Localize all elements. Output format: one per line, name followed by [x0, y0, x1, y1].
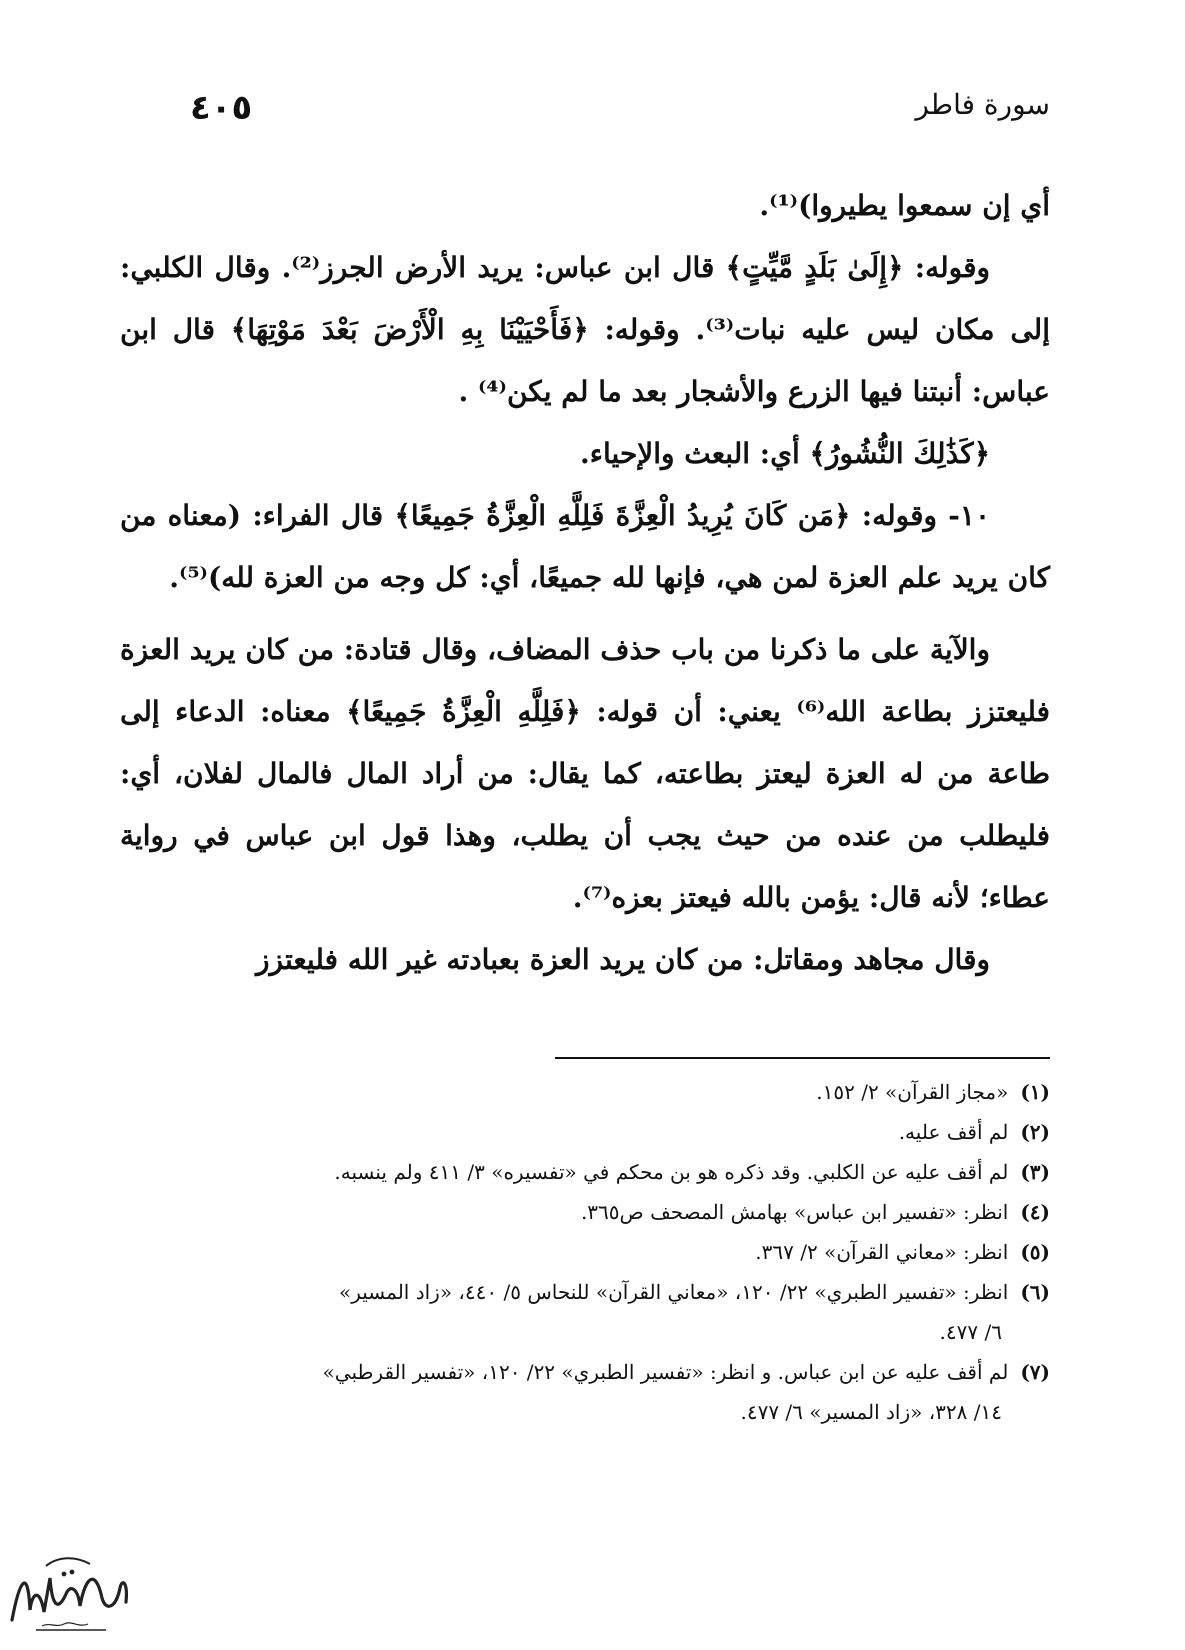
footnote-number: (٤): [1020, 1200, 1050, 1224]
footnote-text: لم أقف عليه عن الكلبي. وقد ذكره هو بن محكم في «تفسيره» ٣/ ٤١١ ولم ينسبه.: [334, 1160, 1009, 1184]
library-watermark-logo: [6, 1548, 134, 1638]
footnotes: [110, 1072, 1050, 1432]
footnote-7: [110, 1352, 1050, 1392]
footnote-number: (٢): [1020, 1120, 1050, 1144]
main-text: [120, 175, 1050, 991]
footnote-text: انظر: «تفسير الطبري» ٢٢/ ١٢٠، «معاني القرآن» للنحاس ٥/ ٤٤٠، «زاد المسير»: [339, 1280, 1009, 1304]
footnote-1: [110, 1072, 1050, 1112]
footnote-text: انظر: «تفسير ابن عباس» بهامش المصحف ص٣٦٥.: [580, 1200, 1009, 1224]
footnote-number: (٧): [1020, 1360, 1050, 1384]
page-header: [170, 88, 1050, 148]
footnote-number: (٦): [1020, 1280, 1050, 1304]
footnote-text: انظر: «معاني القرآن» ٢/ ٣٦٧.: [755, 1240, 1009, 1264]
footnote-7-continuation: ١٤/ ٣٢٨، «زاد المسير» ٦/ ٤٧٧.: [740, 1400, 1002, 1424]
page-number: ٤٠٥: [190, 88, 253, 128]
footnote-4: [110, 1192, 1050, 1232]
footnote-text: لم أقف عليه عن ابن عباس. و انظر: «تفسير الطبري» ٢٢/ ١٢٠، «تفسير القرطبي»: [322, 1360, 1009, 1384]
footnote-6-continuation: ٦/ ٤٧٧.: [939, 1320, 1002, 1344]
calligraphy-logo-icon: [6, 1548, 134, 1638]
footnote-2: [110, 1112, 1050, 1152]
paragraph-3: ﴿كَذَٰلِكَ النُّشُورُ﴾ أي: البعث والإحياء.: [580, 437, 990, 470]
running-title: سورة فاطر: [915, 88, 1050, 121]
paragraph-5: والآية على ما ذكرنا من باب حذف المضاف، وقال قتادة: من كان يريد العزة فليعتزز بطاعة الله⁽⁶⁾ يعني: أن قوله: ﴿فَلِلَّهِ الْعِزَّةُ جَمِيعًا﴾ معناه: الدعاء إلى طاعة من له العزة ليعتز بطاعته، كما يقال: من أراد المال فالمال لفلان، أي: فليطلب من عنده من حيث يجب أن يطلب، وهذا قول ابن عباس في رواية عطاء؛ لأنه قال: يؤمن بالله فيعتز بعزه⁽⁷⁾.: [120, 633, 1050, 914]
footnote-5: [110, 1232, 1050, 1272]
footnote-6: [110, 1272, 1050, 1312]
footnote-number: (١): [1020, 1080, 1050, 1104]
footnote-divider: [555, 1057, 1050, 1059]
footnote-text: لم أقف عليه.: [898, 1120, 1009, 1144]
footnote-number: (٣): [1020, 1160, 1050, 1184]
footnote-text: «مجاز القرآن» ٢/ ١٥٢.: [816, 1080, 1009, 1104]
paragraph-1: أي إن سمعوا يطيروا)⁽¹⁾.: [759, 189, 1050, 222]
paragraph-4: ١٠- وقوله: ﴿مَن كَانَ يُرِيدُ الْعِزَّةَ فَلِلَّهِ الْعِزَّةُ جَمِيعًا﴾ قال الفراء: (معناه من كان يريد علم العزة لمن هي، فإنها لله جميعًا، أي: كل وجه من العزة لله)⁽⁵⁾.: [120, 499, 1050, 594]
footnote-3: [110, 1152, 1050, 1192]
footnote-number: (٥): [1020, 1240, 1050, 1264]
paragraph-6: وقال مجاهد ومقاتل: من كان يريد العزة بعبادته غير الله فليعتزز: [255, 943, 990, 976]
paragraph-2: وقوله: ﴿إِلَىٰ بَلَدٍ مَّيِّتٍ﴾ قال ابن عباس: يريد الأرض الجرز⁽²⁾. وقال الكلبي: إلى مكان ليس عليه نبات⁽³⁾. وقوله: ﴿فَأَحْيَيْنَا بِهِ الْأَرْضَ بَعْدَ مَوْتِهَا﴾ قال ابن عباس: أنبتنا فيها الزرع والأشجار بعد ما لم يكن⁽⁴⁾ .: [120, 251, 1050, 408]
